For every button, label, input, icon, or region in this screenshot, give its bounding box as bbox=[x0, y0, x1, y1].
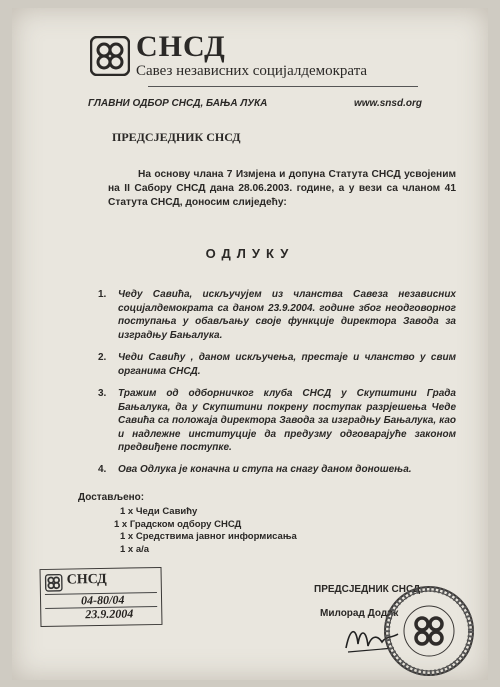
list-item: 1 x а/а bbox=[120, 543, 150, 555]
list-item bbox=[98, 351, 456, 378]
decision-items bbox=[98, 288, 456, 485]
header-rule bbox=[148, 86, 418, 87]
website-link[interactable]: www.snsd.org bbox=[354, 98, 422, 109]
main-board-label: ГЛАВНИ ОДБОР СНСД, БАЊА ЛУКА bbox=[88, 98, 268, 109]
item-text: Тражим од одборничког клуба СНСД у Скупштини Града Бањалука, да у Скупштини покрену поступак разрјешења Чеде Савића са положаја директора Завода за изградњу Бањалука, као и надлежне институције да предузму одговарајуће законом предвиђене поступке. bbox=[118, 388, 456, 453]
party-full-name: Савез независних социјалдемократа bbox=[136, 63, 368, 79]
stamp-number: 04-80/04 bbox=[80, 592, 125, 608]
item-number: 1. bbox=[98, 289, 107, 300]
document-page bbox=[12, 8, 488, 680]
item-number: 2. bbox=[98, 352, 107, 363]
list-item: 1 x Средствима јавног информисања bbox=[120, 531, 297, 542]
signer-name: Милорад Додик bbox=[320, 608, 399, 619]
round-seal bbox=[382, 584, 476, 678]
list-item: 1 x Чеди Савићу bbox=[120, 506, 198, 517]
registry-stamp bbox=[40, 567, 163, 627]
party-abbreviation: СНСД bbox=[136, 30, 226, 63]
item-number: 3. bbox=[98, 388, 107, 399]
decision-title: ОДЛУКУ bbox=[205, 246, 295, 261]
list-item bbox=[98, 463, 456, 477]
snsd-logo-icon bbox=[90, 36, 130, 76]
item-number: 4. bbox=[98, 463, 107, 475]
stamp-name: СНСД bbox=[66, 571, 107, 588]
intro-paragraph: На основу члана 7 Измјена и допуна Статута СНСД усвојеним на II Сабору СНСД дана 28.06.2003. године, а у вези са чланом 41 Статута СНСД, доносим слиједећу: bbox=[108, 169, 456, 208]
list-item bbox=[98, 387, 456, 455]
item-text: Ова Одлука је коначна и ступа на снагу даном доношења. bbox=[118, 463, 412, 475]
distribution-label: Достављено: bbox=[78, 492, 145, 503]
item-text: Чеди Савићу , даном искључења, престаје и чланство у свим органима СНСД. bbox=[118, 352, 456, 377]
letterhead-logo bbox=[90, 32, 367, 80]
snsd-logo-icon bbox=[45, 574, 63, 592]
author-heading: ПРЕДСЈЕДНИК СНСД bbox=[112, 130, 241, 144]
list-item bbox=[98, 288, 456, 342]
signer-title: ПРЕДСЈЕДНИК СНСД bbox=[314, 584, 421, 595]
distribution-list bbox=[114, 506, 297, 556]
item-text: Чеду Савића, искључујем из чланства Савеза независних социјалдемократа са даном 23.9.2004. године због неодговорног поступања у обављању своје функције директора Завода за изградњу Бањалука. bbox=[118, 289, 456, 341]
stamp-date: 23.9.2004 bbox=[85, 606, 134, 622]
list-item: 1 x Градском одбору СНСД bbox=[114, 518, 242, 530]
